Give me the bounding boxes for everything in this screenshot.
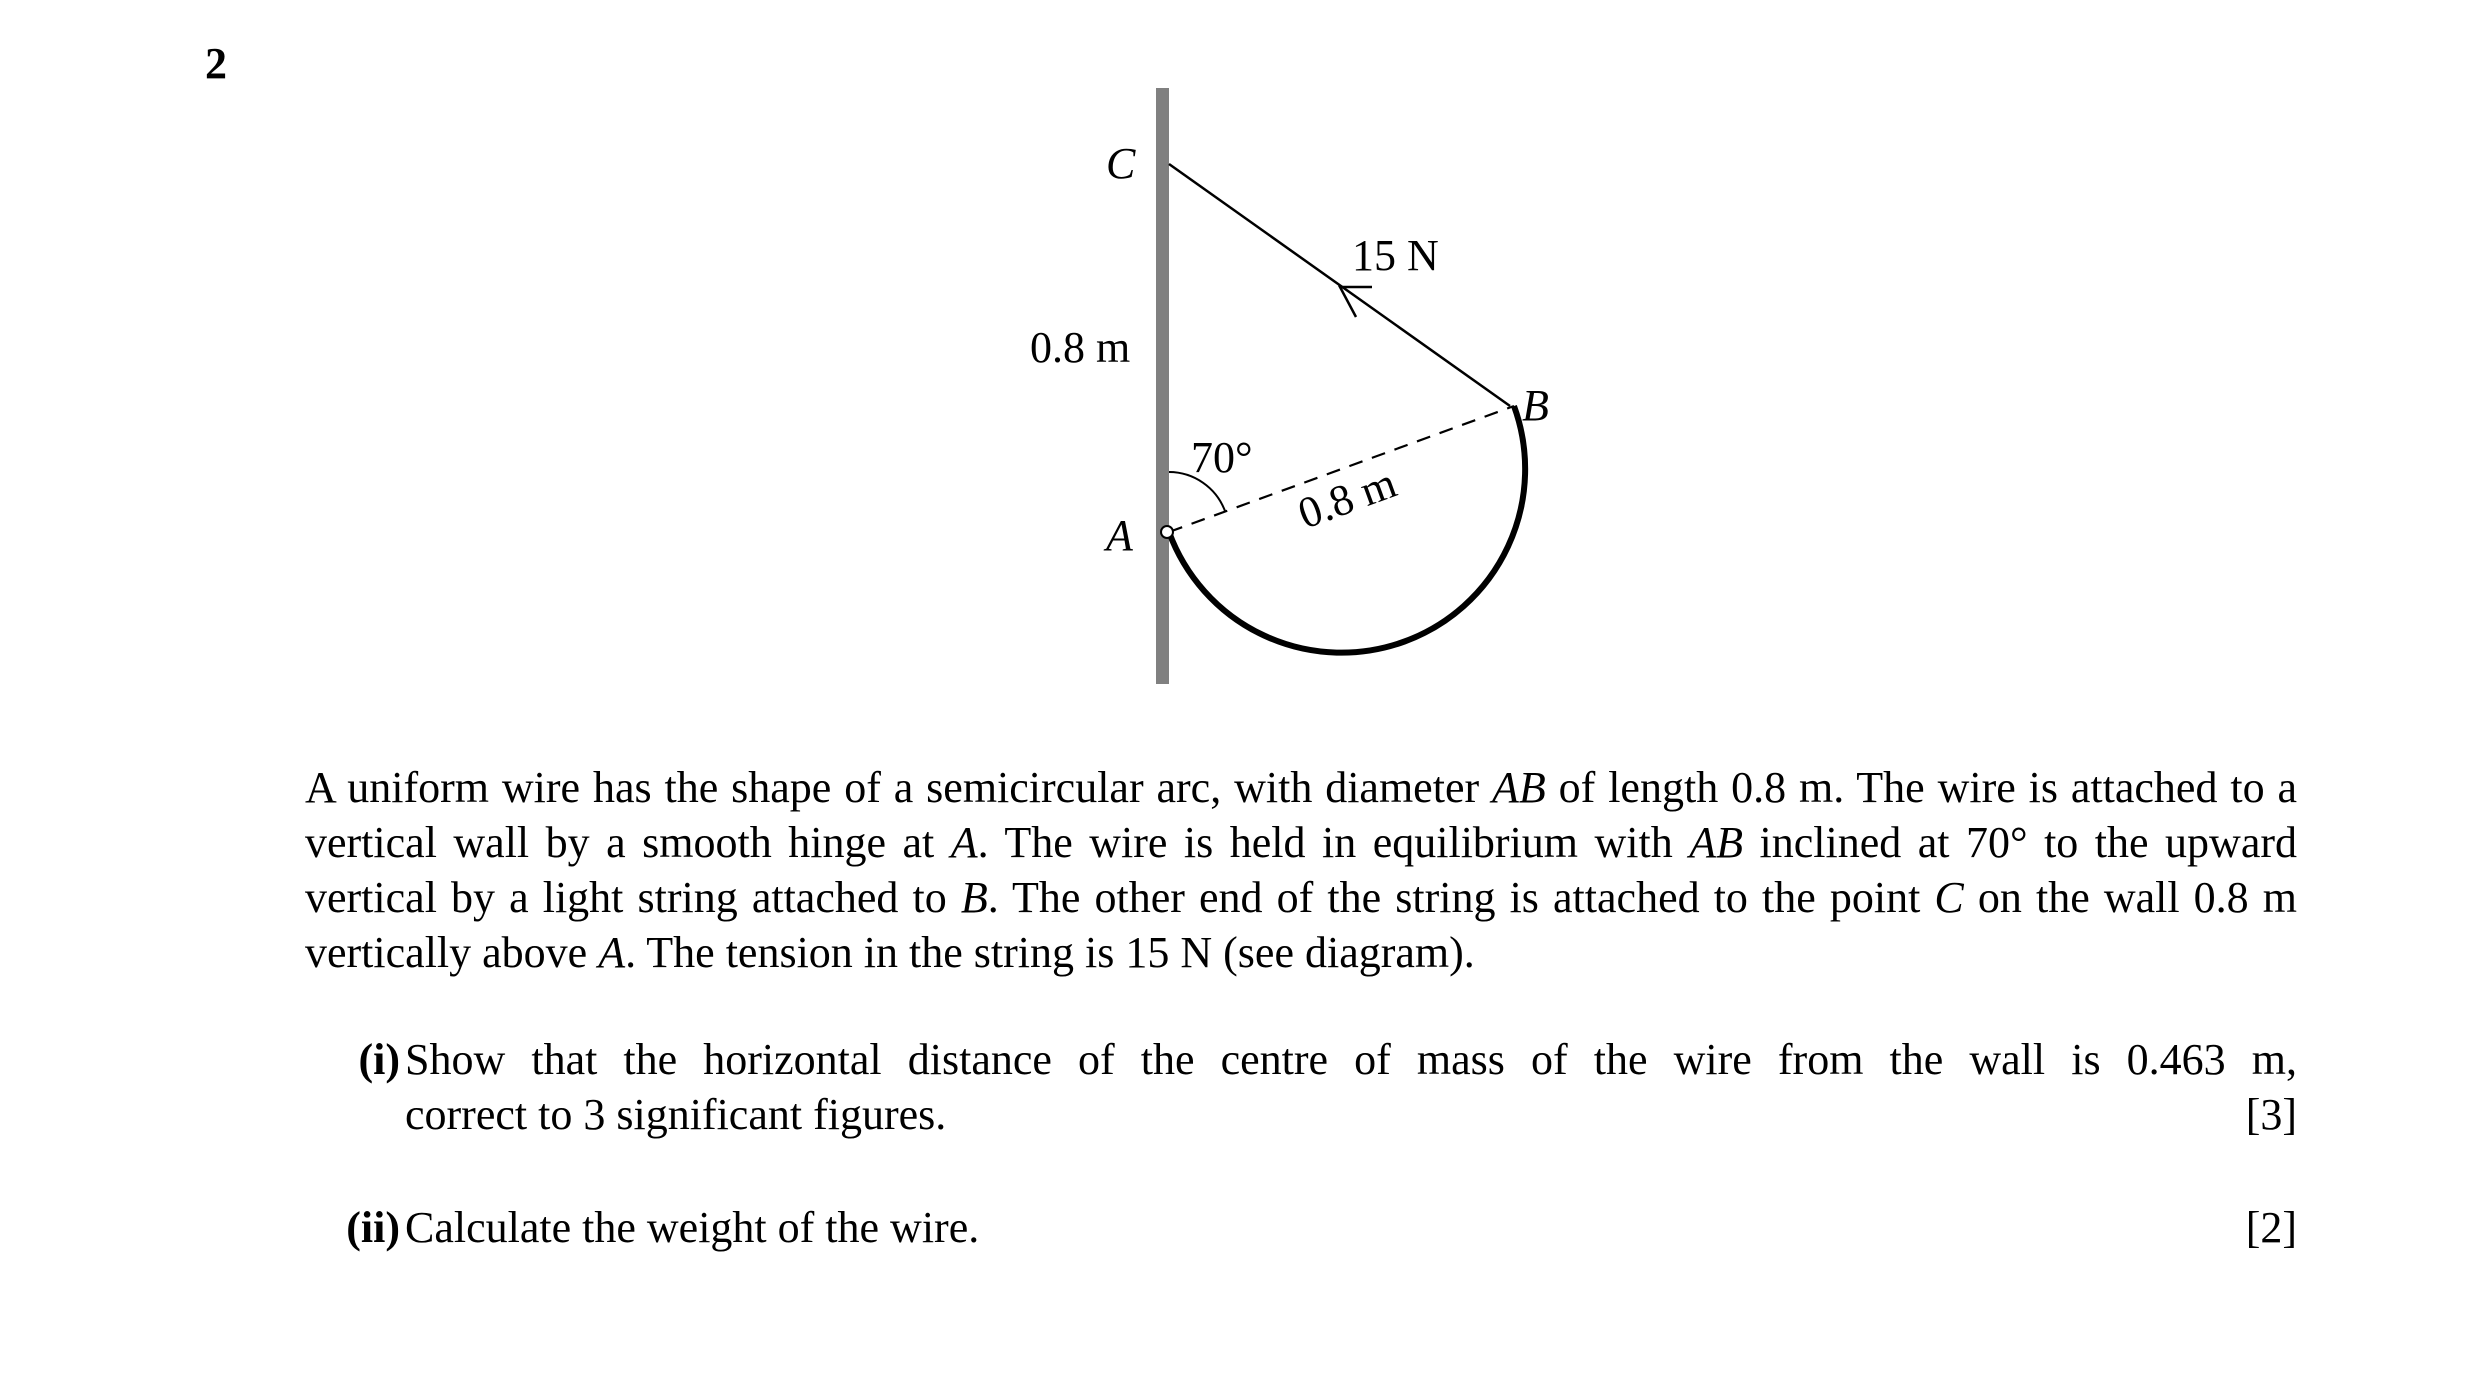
part-label: (i) [358, 1035, 400, 1084]
label-c: C [1106, 139, 1136, 188]
label-b: B [1522, 381, 1549, 430]
part-i [305, 1032, 2297, 1152]
string-cb [1169, 164, 1510, 406]
hinge-a [1161, 526, 1173, 538]
part-text: correct to 3 significant figures. [405, 1090, 947, 1139]
diameter-label: 0.8 m [1291, 458, 1403, 539]
question-number: 2 [205, 39, 227, 88]
wall [1156, 88, 1169, 684]
part-label: (ii) [346, 1203, 400, 1252]
angle-label: 70° [1191, 433, 1253, 482]
wall-length-label: 0.8 m [1030, 323, 1131, 372]
tension-arrowhead [1340, 287, 1372, 317]
label-a: A [1106, 511, 1133, 560]
part-text: Calculate the weight of the wire. [405, 1203, 980, 1252]
marks: [3] [2245, 1090, 2297, 1139]
tension-label: 15 N [1352, 231, 1439, 280]
part-ii [305, 1200, 2297, 1260]
question-stem: A uniform wire has the shape of a semicircular arc, with diameter AB of length 0.8 m. The wire is attached to a vertical wall by a smooth hinge at A. The wire is held in equilibrium with AB inclined at 70° to the upward vertical by a light string attached to B. The other end of the string is attached to the point C on the wall 0.8 m vertically above A. The tension in the string is 15 N (see diagram). [305, 763, 2298, 977]
marks: [2] [2245, 1203, 2297, 1252]
part-text: Show that the horizontal distance of the centre of mass of the wire from the wall is 0.463 m, [405, 1035, 2297, 1084]
